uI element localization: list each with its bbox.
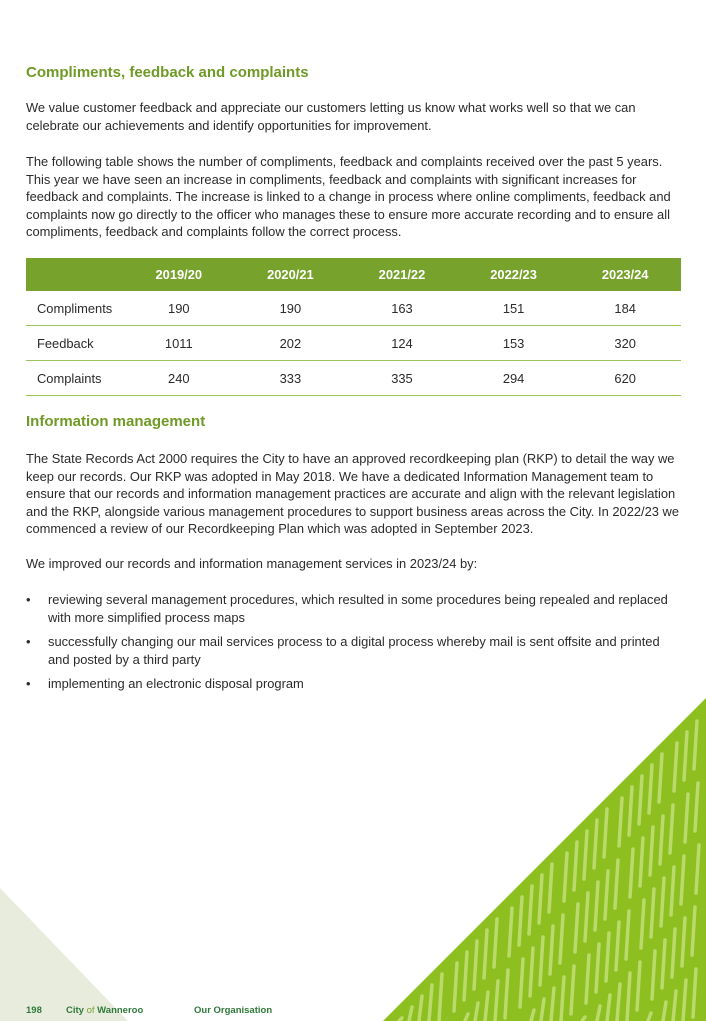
feedback-table [26, 258, 681, 396]
header-cell [26, 258, 123, 291]
table-cell: 333 [235, 361, 347, 396]
table-cell: 294 [458, 361, 570, 396]
bullet-marker: • [26, 634, 31, 650]
footer-org-name [66, 1005, 143, 1016]
bullet-marker: • [26, 592, 31, 607]
table-cell: 190 [235, 291, 347, 326]
org-city: City [66, 1005, 84, 1016]
table-cell: 151 [458, 291, 570, 326]
header-cell: 2022/23 [490, 267, 537, 282]
section-heading-information-management: Information management [26, 413, 206, 430]
table-header-row [26, 258, 681, 291]
pale-corner-shape [0, 888, 128, 1021]
header-cell: 2020/21 [267, 267, 314, 282]
improvements-list [26, 591, 681, 700]
improvements-intro-paragraph: We improved our records and information management services in 2023/24 by: [26, 556, 478, 571]
stripe-mark [582, 1017, 585, 1021]
list-item-text: implementing an electronic disposal program [48, 676, 304, 692]
list-item [26, 591, 681, 626]
green-corner-shape [383, 698, 706, 1021]
org-of: of [86, 1005, 95, 1016]
list-item-text: reviewing several management procedures, which resulted in some procedures being repealed and replaced with more simplified process maps [48, 592, 668, 625]
header-cell: 2021/22 [378, 267, 426, 282]
table-cell: 190 [123, 291, 235, 326]
section-heading-compliments: Compliments, feedback and complaints [26, 64, 309, 81]
table-cell: 320 [569, 326, 681, 361]
list-item [26, 633, 681, 668]
table-cell: 620 [569, 361, 681, 396]
row-label: Feedback [26, 326, 123, 361]
bullet-marker: • [26, 676, 31, 692]
table-cell: 240 [123, 361, 235, 396]
header-cell: 2023/24 [601, 267, 649, 282]
row-label: Compliments [26, 291, 123, 326]
table-row [26, 291, 681, 326]
table-cell: 124 [346, 326, 458, 361]
table-cell: 202 [235, 326, 347, 361]
table-row [26, 326, 681, 361]
table-cell: 184 [569, 291, 681, 326]
page-number: 198 [26, 1005, 42, 1016]
intro-paragraph: We value customer feedback and appreciate our customers letting us know what works well so that we can celebrate our achievements and identify opportunities for improvement. [26, 100, 636, 133]
list-item [26, 675, 681, 693]
list-item-text: successfully changing our mail services process to a digital process whereby mail is sent offsite and printed and posted by a third party [48, 634, 660, 667]
org-name: Wanneroo [97, 1005, 144, 1016]
records-act-paragraph: The State Records Act 2000 requires the City to have an approved recordkeeping plan (RKP) to detail the way we keep our records. Our RKP was adopted in May 2018. We have a dedicated Information Management team to ensure that our records and information management practices are accurate and align with the relevant legislation and the RKP, alongside various management procedures to support business areas across the City. In 2022/23 we commenced a review of our Recordkeeping Plan which was adopted in September 2023. [26, 451, 680, 537]
footer-section-name: Our Organisation [194, 1005, 273, 1016]
header-cell: 2019/20 [155, 267, 203, 282]
table-cell: 163 [346, 291, 458, 326]
row-label: Complaints [26, 361, 123, 396]
table-cell: 1011 [123, 326, 235, 361]
table-cell: 335 [346, 361, 458, 396]
table-description-paragraph: The following table shows the number of compliments, feedback and complaints received over the past 5 years. This year we have seen an increase in compliments, feedback and complaints with significant increases for feedback and complaints. The increase is linked to a change in process where online compliments, feedback and complaints now go directly to the officer who manages these to ensure more accurate recording and to ensure all compliments, feedback and complaints follow the correct process. [26, 154, 671, 240]
table-cell: 153 [458, 326, 570, 361]
table-row [26, 361, 681, 396]
